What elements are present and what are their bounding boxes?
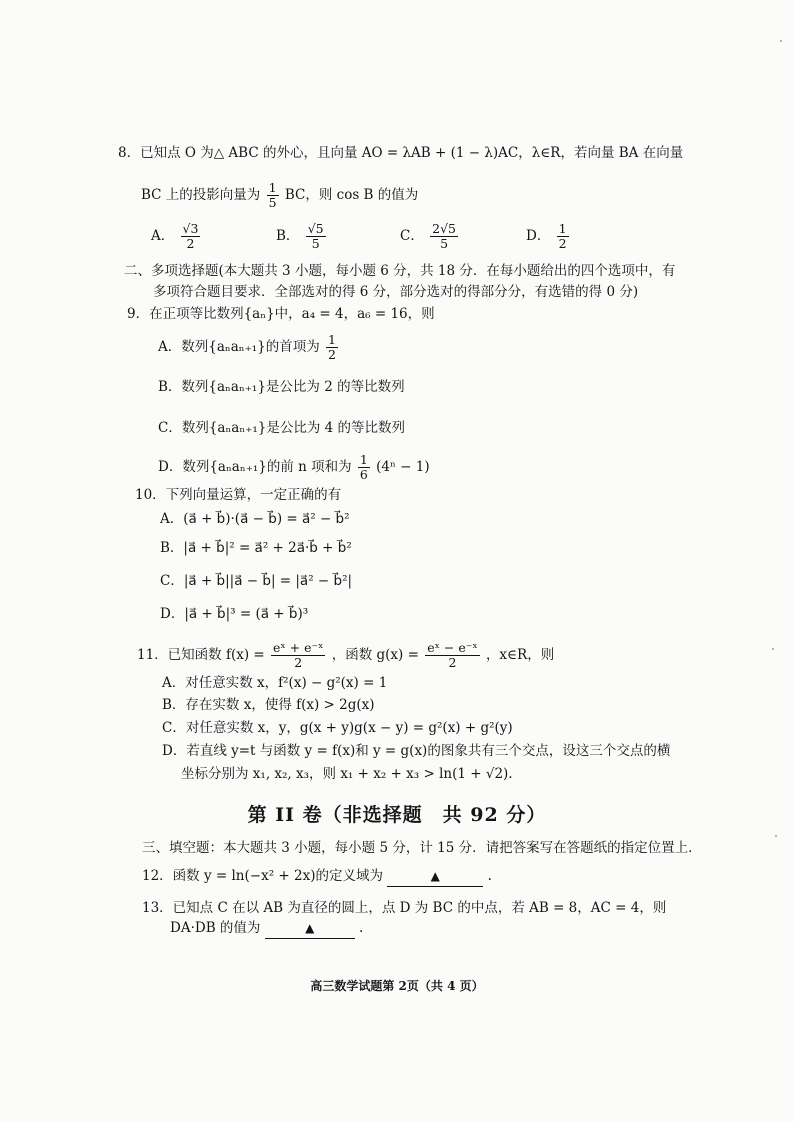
- option-numerator: √5: [307, 221, 324, 236]
- q8-stem-line1: 8．已知点 O 为△ ABC 的外心，且向量 AO = λAB + (1 − λ)AC，λ∈R，若向量 BA 在向量: [118, 145, 684, 161]
- q13-period: .: [359, 920, 364, 936]
- q9-option-c: C．数列{aₙaₙ₊₁}是公比为 4 的等比数列: [158, 420, 405, 436]
- q8-line2-prefix: BC 上的投影向量为: [141, 187, 261, 203]
- option-denominator: 2: [186, 236, 195, 251]
- scan-speck: [780, 40, 782, 42]
- option-numerator: 2√5: [432, 221, 457, 236]
- q11-option-b: B．存在实数 x，使得 f(x) > 2g(x): [162, 697, 375, 713]
- option-denominator: 2: [558, 236, 567, 251]
- scan-speck: [772, 648, 774, 650]
- q8-fraction-numerator: 1: [268, 180, 277, 195]
- section-2-title: 第 II 卷（非选择题 共 92 分）: [247, 804, 547, 826]
- page-footer: 高三数学试题第 2页（共 4 页）: [310, 979, 484, 993]
- q12-answer-blank: [387, 866, 483, 887]
- q11-stem-middle: ，函数 g(x) =: [331, 647, 419, 663]
- q11-f-numerator: eˣ + e⁻ˣ: [273, 640, 324, 655]
- q10-stem: 10．下列向量运算，一定正确的有: [135, 487, 342, 503]
- q11-stem-suffix: ，x∈R，则: [485, 647, 555, 663]
- q8-fraction-denominator: 5: [268, 195, 277, 210]
- q11-g-denominator: 2: [448, 655, 457, 670]
- q13-stem-line2: [170, 918, 363, 939]
- q11-g-fraction: [425, 641, 479, 670]
- option-fraction: [306, 222, 326, 251]
- q9-option-b: B．数列{aₙaₙ₊₁}是公比为 2 的等比数列: [158, 379, 405, 395]
- q9-a-denominator: 2: [328, 347, 336, 362]
- q8-option-a: [151, 222, 202, 251]
- answer-marker-triangle: ▲: [430, 869, 440, 883]
- option-denominator: 5: [440, 236, 449, 251]
- option-label: D．: [526, 228, 551, 244]
- q10-option-d: D．|a⃗ + b⃗|³ = (a⃗ + b⃗)³: [160, 606, 309, 622]
- option-fraction: [181, 222, 201, 251]
- q8-fraction: [267, 181, 279, 210]
- q11-stem-prefix: 11．已知函数 f(x) =: [137, 647, 265, 663]
- q9-d-suffix: (4ⁿ − 1): [376, 459, 430, 475]
- option-fraction: [430, 222, 458, 251]
- part2-instructions-line1: 二、多项选择题(本大题共 3 小题，每小题 6 分，共 18 分．在每小题给出的四个选项中，有: [124, 263, 676, 279]
- q8-line2-suffix: BC，则 cos B 的值为: [284, 187, 419, 203]
- q9-a-numerator: 1: [328, 332, 336, 347]
- q11-option-d-line1: D．若直线 y=t 与函数 y = f(x)和 y = g(x)的图象共有三个交点，设这三个交点的横: [162, 743, 671, 759]
- option-label: A．: [151, 228, 175, 244]
- q12-text: 12．函数 y = ln(−x² + 2x)的定义域为: [142, 868, 383, 884]
- q13-answer-blank: [265, 918, 355, 939]
- q10-option-b: B．|a⃗ + b⃗|² = a⃗² + 2a⃗·b⃗ + b⃗²: [160, 540, 352, 556]
- q9-d-numerator: 1: [359, 452, 368, 467]
- q10-option-a: A．(a⃗ + b⃗)·(a⃗ − b⃗) = a⃗² − b⃗²: [160, 511, 350, 527]
- q8-option-b: [276, 222, 328, 251]
- option-numerator: √3: [182, 221, 199, 236]
- q11-f-denominator: 2: [294, 655, 303, 670]
- q9-option-d: [158, 452, 430, 482]
- q12-period: .: [487, 868, 492, 884]
- part3-instructions: 三、填空题：本大题共 3 小题，每小题 5 分，计 15 分．请把答案写在答题纸的指定位置上．: [142, 840, 702, 856]
- q9-d-fraction: [358, 453, 370, 482]
- q8-option-c: [400, 222, 460, 251]
- option-fraction: [557, 222, 569, 251]
- q9-d-denominator: 6: [359, 467, 368, 482]
- part2-instructions-line2: 多项符合题目要求．全部选对的得 6 分，部分选对的得部分分，有选错的得 0 分): [153, 284, 639, 300]
- option-denominator: 5: [311, 236, 320, 251]
- option-label: B．: [276, 228, 300, 244]
- q13-stem-line1: 13．已知点 C 在以 AB 为直径的圆上，点 D 为 BC 的中点，若 AB = 8，AC = 4，则: [142, 900, 667, 916]
- q10-option-c: C．|a⃗ + b⃗||a⃗ − b⃗| = |a⃗² − b⃗²|: [160, 573, 353, 589]
- q9-option-a: [158, 332, 340, 362]
- q9-a-fraction: [326, 333, 338, 362]
- q11-f-fraction: [271, 641, 325, 670]
- q12-stem: [142, 866, 492, 887]
- q9-stem: 9．在正项等比数列{aₙ}中，a₄ = 4，a₆ = 16，则: [127, 306, 435, 322]
- q11-option-d-line2: 坐标分别为 x₁, x₂, x₃，则 x₁ + x₂ + x₃ > ln(1 + √2).: [181, 766, 513, 782]
- option-numerator: 1: [558, 221, 567, 236]
- q9-d-text: D．数列{aₙaₙ₊₁}的前 n 项和为: [158, 459, 352, 475]
- q13-text: DA·DB 的值为: [170, 920, 261, 936]
- option-label: C．: [400, 228, 424, 244]
- q8-option-d: [526, 222, 571, 251]
- scan-speck: [775, 835, 777, 837]
- q11-option-c: C．对任意实数 x，y，g(x + y)g(x − y) = g²(x) + g²(y): [162, 720, 513, 736]
- q9-a-text: A．数列{aₙaₙ₊₁}的首项为: [158, 339, 320, 355]
- q11-g-numerator: eˣ − e⁻ˣ: [427, 640, 478, 655]
- q8-stem-line2: [141, 180, 418, 210]
- answer-marker-triangle: ▲: [305, 921, 315, 935]
- q11-option-a: A．对任意实数 x，f²(x) − g²(x) = 1: [162, 675, 388, 691]
- q11-stem: [137, 638, 554, 672]
